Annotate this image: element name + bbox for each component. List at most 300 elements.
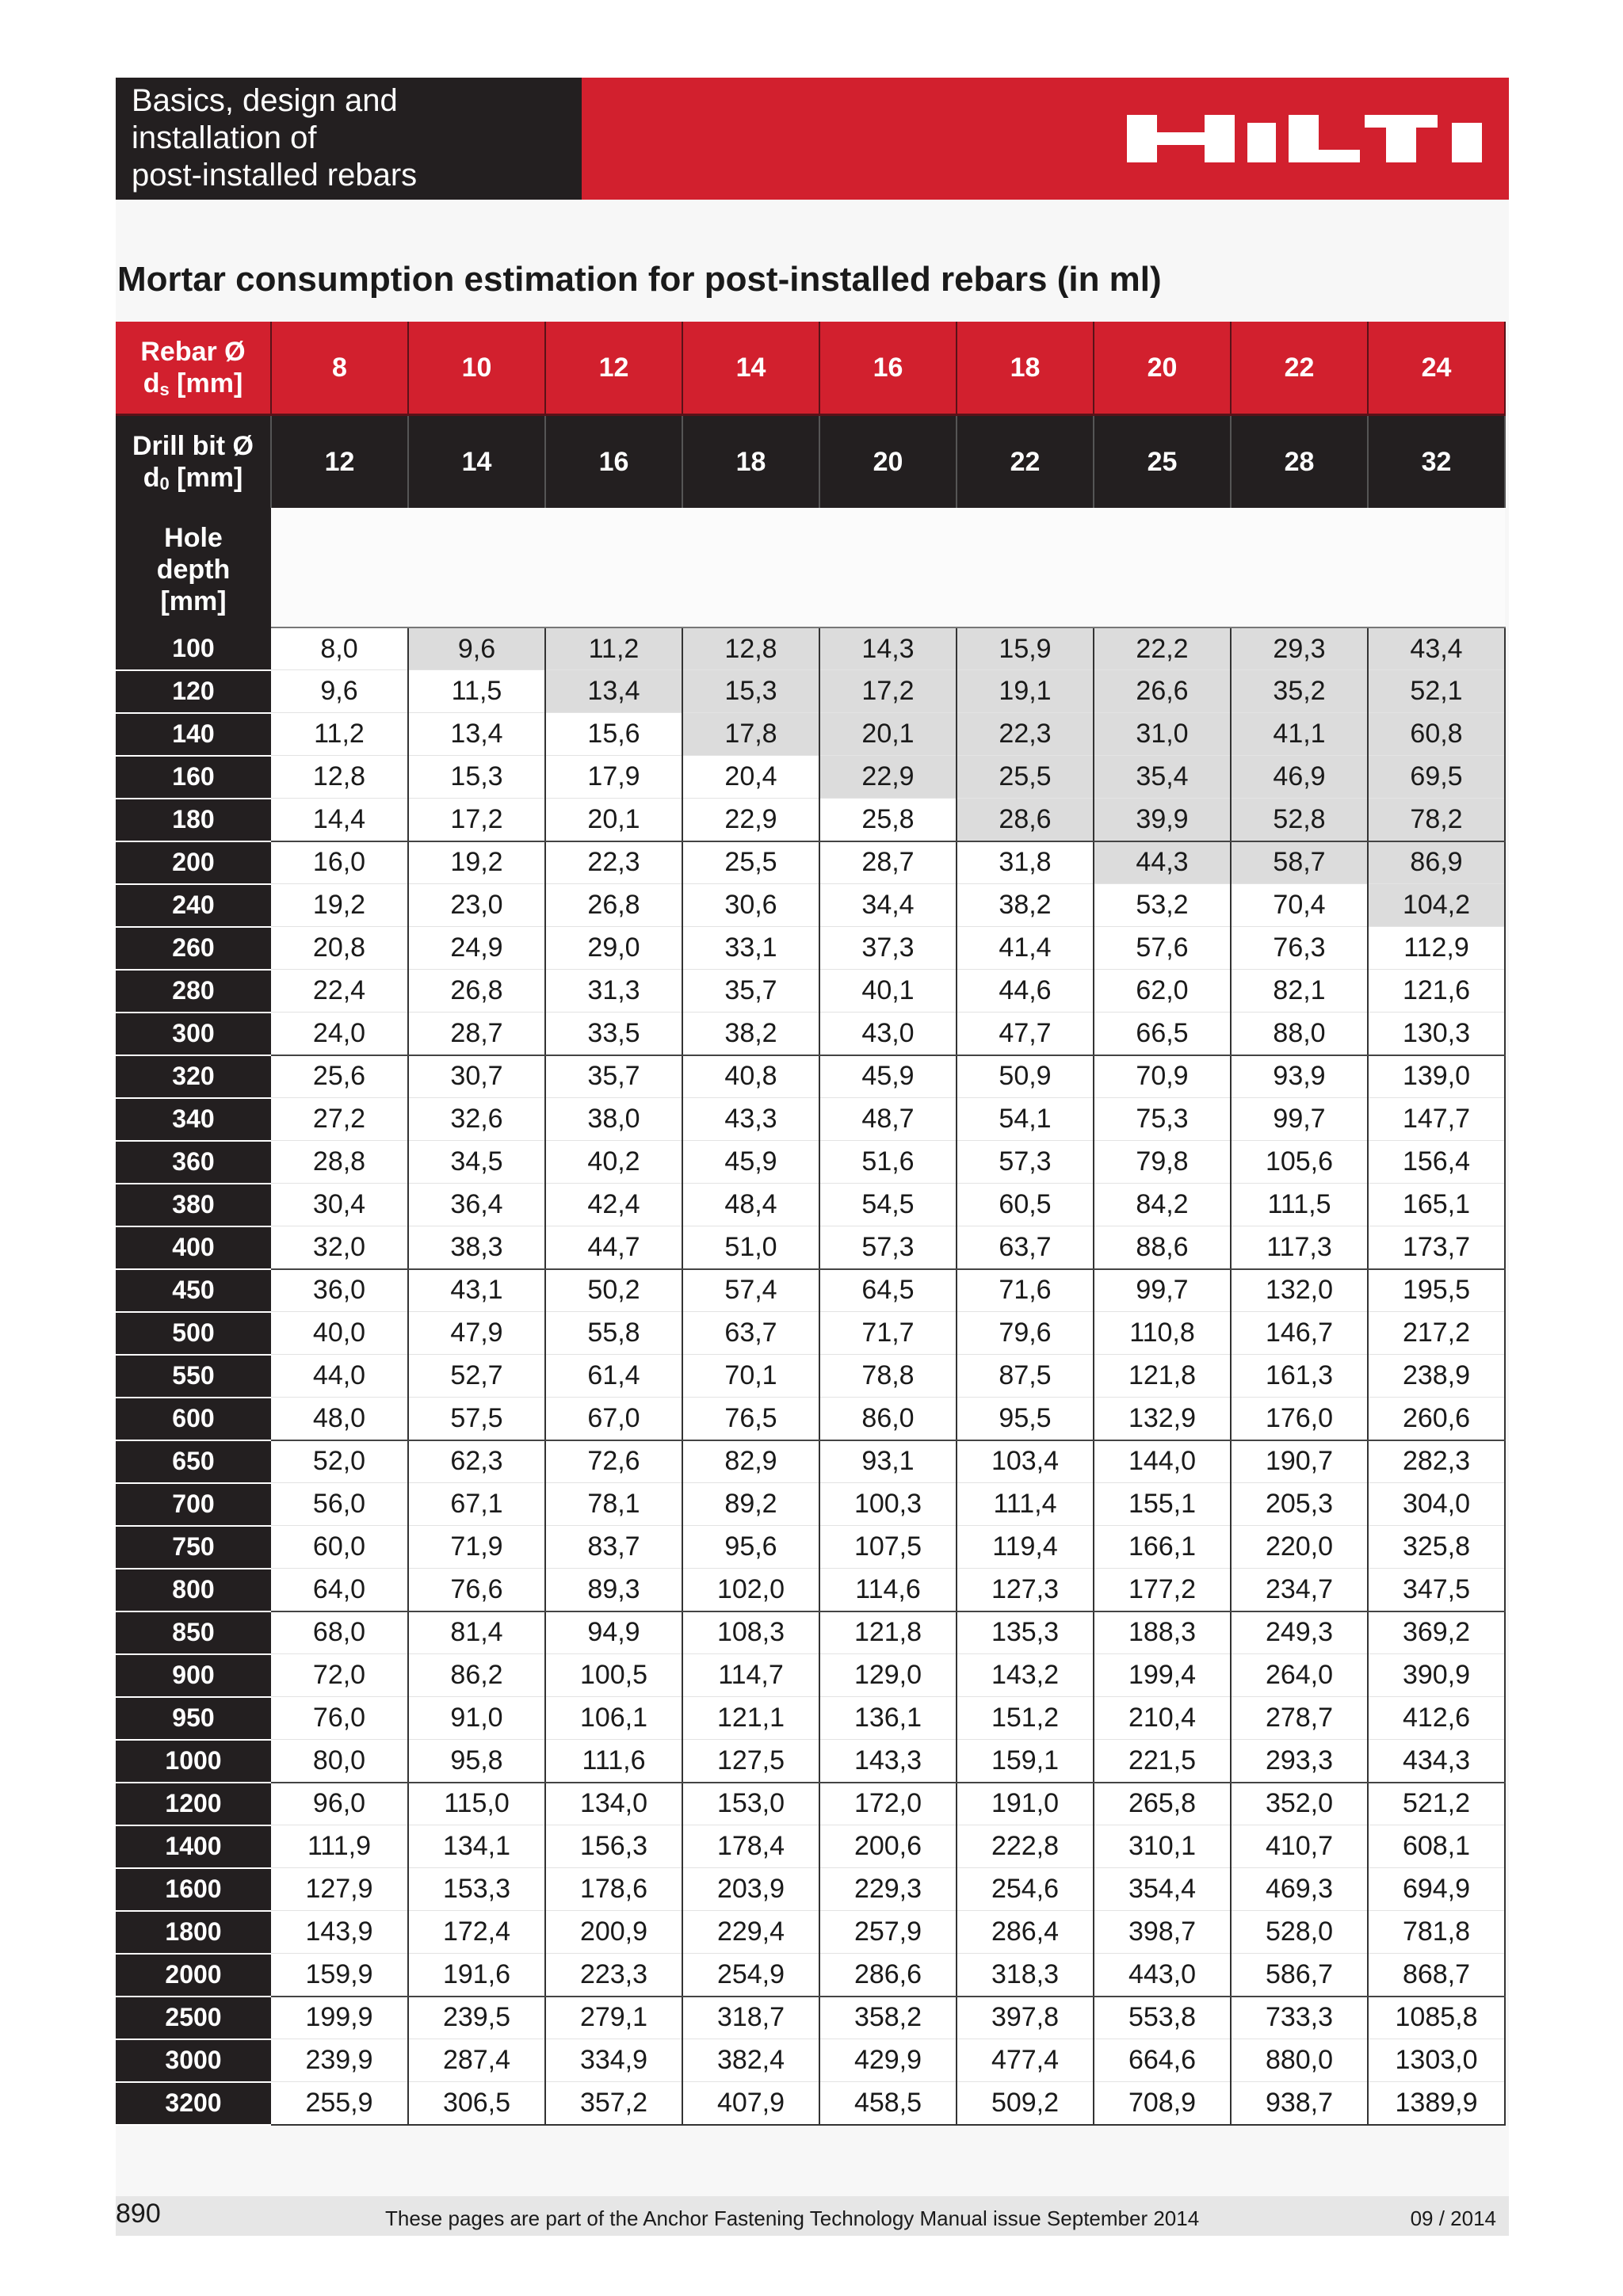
mortar-volume-cell: 94,9 bbox=[545, 1611, 682, 1654]
mortar-volume-cell: 78,2 bbox=[1368, 799, 1505, 841]
mortar-volume-cell: 390,9 bbox=[1368, 1654, 1505, 1697]
table-row bbox=[116, 1954, 1505, 1997]
mortar-volume-cell: 293,3 bbox=[1231, 1740, 1368, 1783]
mortar-volume-cell: 733,3 bbox=[1231, 1997, 1368, 2039]
mortar-volume-cell: 358,2 bbox=[819, 1997, 957, 2039]
drill-bit-diameter-cell: 18 bbox=[682, 415, 819, 509]
rebar-diameter-cell: 18 bbox=[957, 322, 1094, 415]
mortar-volume-cell: 30,4 bbox=[271, 1184, 408, 1226]
mortar-volume-cell: 354,4 bbox=[1094, 1868, 1231, 1911]
mortar-volume-cell: 608,1 bbox=[1368, 1825, 1505, 1868]
mortar-volume-cell: 60,5 bbox=[957, 1184, 1094, 1226]
mortar-volume-cell: 521,2 bbox=[1368, 1783, 1505, 1825]
mortar-volume-cell: 553,8 bbox=[1094, 1997, 1231, 2039]
mortar-volume-cell: 203,9 bbox=[682, 1868, 819, 1911]
mortar-volume-cell: 153,3 bbox=[408, 1868, 545, 1911]
hole-depth-label-line: [mm] bbox=[160, 586, 227, 616]
mortar-volume-cell: 357,2 bbox=[545, 2082, 682, 2125]
mortar-volume-cell: 398,7 bbox=[1094, 1911, 1231, 1954]
mortar-volume-cell: 586,7 bbox=[1231, 1954, 1368, 1997]
mortar-volume-cell: 304,0 bbox=[1368, 1483, 1505, 1526]
mortar-volume-cell: 477,4 bbox=[957, 2039, 1094, 2082]
table-row bbox=[116, 713, 1505, 756]
mortar-volume-cell: 37,3 bbox=[819, 927, 957, 970]
mortar-volume-cell: 34,4 bbox=[819, 884, 957, 927]
mortar-volume-cell: 22,2 bbox=[1094, 627, 1231, 670]
mortar-volume-cell: 429,9 bbox=[819, 2039, 957, 2082]
mortar-volume-cell: 127,5 bbox=[682, 1740, 819, 1783]
table-row bbox=[116, 1226, 1505, 1269]
drill-bit-diameter-header bbox=[116, 415, 271, 509]
rebar-diameter-row bbox=[116, 322, 1505, 415]
mortar-volume-cell: 15,9 bbox=[957, 627, 1094, 670]
hole-depth-cell: 140 bbox=[116, 713, 271, 756]
mortar-volume-cell: 64,5 bbox=[819, 1269, 957, 1312]
mortar-volume-cell: 93,1 bbox=[819, 1440, 957, 1483]
mortar-volume-cell: 121,8 bbox=[1094, 1355, 1231, 1398]
mortar-volume-cell: 91,0 bbox=[408, 1697, 545, 1740]
section-title-line: Basics, design and bbox=[132, 83, 398, 118]
mortar-volume-cell: 52,8 bbox=[1231, 799, 1368, 841]
mortar-volume-cell: 223,3 bbox=[545, 1954, 682, 1997]
mortar-volume-cell: 239,9 bbox=[271, 2039, 408, 2082]
section-title-line: installation of bbox=[132, 120, 317, 155]
hole-depth-label-line: Hole bbox=[164, 523, 223, 553]
mortar-volume-cell: 87,5 bbox=[957, 1355, 1094, 1398]
mortar-volume-cell: 107,5 bbox=[819, 1526, 957, 1569]
drill-bit-diameter-cell: 20 bbox=[819, 415, 957, 509]
mortar-volume-cell: 17,9 bbox=[545, 756, 682, 799]
mortar-volume-cell: 43,3 bbox=[682, 1098, 819, 1141]
mortar-volume-cell: 89,2 bbox=[682, 1483, 819, 1526]
mortar-volume-cell: 76,5 bbox=[682, 1398, 819, 1440]
mortar-volume-cell: 260,6 bbox=[1368, 1398, 1505, 1440]
mortar-volume-cell: 20,1 bbox=[545, 799, 682, 841]
mortar-volume-cell: 159,1 bbox=[957, 1740, 1094, 1783]
mortar-volume-cell: 48,0 bbox=[271, 1398, 408, 1440]
mortar-volume-cell: 40,0 bbox=[271, 1312, 408, 1355]
rebar-diameter-cell: 16 bbox=[819, 322, 957, 415]
table-row bbox=[116, 1740, 1505, 1783]
mortar-volume-cell: 19,2 bbox=[271, 884, 408, 927]
drill-bit-unit-suffix: [mm] bbox=[169, 463, 243, 493]
mortar-volume-cell: 132,9 bbox=[1094, 1398, 1231, 1440]
hole-depth-cell: 240 bbox=[116, 884, 271, 927]
mortar-volume-cell: 191,0 bbox=[957, 1783, 1094, 1825]
mortar-volume-cell: 26,8 bbox=[545, 884, 682, 927]
mortar-volume-cell: 44,3 bbox=[1094, 841, 1231, 884]
hole-depth-cell: 1800 bbox=[116, 1911, 271, 1954]
mortar-volume-cell: 47,9 bbox=[408, 1312, 545, 1355]
mortar-volume-cell: 45,9 bbox=[819, 1055, 957, 1098]
mortar-volume-cell: 22,9 bbox=[819, 756, 957, 799]
mortar-volume-cell: 41,1 bbox=[1231, 713, 1368, 756]
drill-bit-diameter-cell: 32 bbox=[1368, 415, 1505, 509]
mortar-volume-cell: 30,7 bbox=[408, 1055, 545, 1098]
table-row bbox=[116, 1013, 1505, 1055]
table-row bbox=[116, 2039, 1505, 2082]
mortar-volume-cell: 24,0 bbox=[271, 1013, 408, 1055]
rebar-unit-subscript: s bbox=[159, 379, 170, 399]
mortar-volume-cell: 17,2 bbox=[408, 799, 545, 841]
mortar-volume-cell: 60,0 bbox=[271, 1526, 408, 1569]
mortar-volume-cell: 35,2 bbox=[1231, 670, 1368, 713]
mortar-volume-cell: 254,9 bbox=[682, 1954, 819, 1997]
mortar-volume-cell: 32,6 bbox=[408, 1098, 545, 1141]
mortar-volume-cell: 38,0 bbox=[545, 1098, 682, 1141]
mortar-volume-cell: 44,0 bbox=[271, 1355, 408, 1398]
mortar-volume-cell: 51,0 bbox=[682, 1226, 819, 1269]
table-row bbox=[116, 1569, 1505, 1611]
mortar-volume-cell: 111,6 bbox=[545, 1740, 682, 1783]
page-title: Mortar consumption estimation for post-installed rebars (in ml) bbox=[117, 260, 1162, 299]
mortar-volume-cell: 222,8 bbox=[957, 1825, 1094, 1868]
drill-bit-diameter-cell: 12 bbox=[271, 415, 408, 509]
drill-bit-unit-subscript: 0 bbox=[159, 474, 170, 494]
hilti-logo bbox=[1127, 115, 1482, 162]
footer-note: These pages are part of the Anchor Fastening Technology Manual issue September 2014 bbox=[385, 2206, 1200, 2230]
mortar-volume-cell: 84,2 bbox=[1094, 1184, 1231, 1226]
mortar-volume-cell: 136,1 bbox=[819, 1697, 957, 1740]
hole-depth-header-row bbox=[116, 508, 1505, 627]
mortar-volume-cell: 144,0 bbox=[1094, 1440, 1231, 1483]
mortar-volume-cell: 57,4 bbox=[682, 1269, 819, 1312]
drill-bit-diameter-cell: 22 bbox=[957, 415, 1094, 509]
mortar-volume-cell: 56,0 bbox=[271, 1483, 408, 1526]
table-row bbox=[116, 670, 1505, 713]
mortar-volume-cell: 407,9 bbox=[682, 2082, 819, 2125]
mortar-volume-cell: 25,5 bbox=[957, 756, 1094, 799]
mortar-volume-cell: 48,7 bbox=[819, 1098, 957, 1141]
table-row bbox=[116, 1355, 1505, 1398]
hole-depth-cell: 120 bbox=[116, 670, 271, 713]
mortar-volume-cell: 79,8 bbox=[1094, 1141, 1231, 1184]
mortar-volume-cell: 177,2 bbox=[1094, 1569, 1231, 1611]
mortar-volume-cell: 88,0 bbox=[1231, 1013, 1368, 1055]
mortar-volume-cell: 102,0 bbox=[682, 1569, 819, 1611]
rebar-diameter-cell: 10 bbox=[408, 322, 545, 415]
hole-depth-cell: 1000 bbox=[116, 1740, 271, 1783]
mortar-volume-cell: 12,8 bbox=[682, 627, 819, 670]
hole-depth-cell: 950 bbox=[116, 1697, 271, 1740]
mortar-volume-cell: 178,4 bbox=[682, 1825, 819, 1868]
mortar-volume-cell: 143,2 bbox=[957, 1654, 1094, 1697]
mortar-volume-cell: 28,7 bbox=[408, 1013, 545, 1055]
mortar-volume-cell: 509,2 bbox=[957, 2082, 1094, 2125]
mortar-volume-cell: 22,3 bbox=[957, 713, 1094, 756]
table-row bbox=[116, 1997, 1505, 2039]
table-row bbox=[116, 799, 1505, 841]
mortar-volume-cell: 26,8 bbox=[408, 970, 545, 1013]
mortar-volume-cell: 195,5 bbox=[1368, 1269, 1505, 1312]
mortar-volume-cell: 42,4 bbox=[545, 1184, 682, 1226]
hole-depth-cell: 600 bbox=[116, 1398, 271, 1440]
rebar-diameter-cell: 22 bbox=[1231, 322, 1368, 415]
drill-bit-diameter-cell: 14 bbox=[408, 415, 545, 509]
table-row bbox=[116, 1611, 1505, 1654]
hole-depth-cell: 200 bbox=[116, 841, 271, 884]
mortar-volume-cell: 47,7 bbox=[957, 1013, 1094, 1055]
hole-depth-cell: 260 bbox=[116, 927, 271, 970]
mortar-volume-cell: 13,4 bbox=[408, 713, 545, 756]
mortar-volume-cell: 89,3 bbox=[545, 1569, 682, 1611]
header-spacer bbox=[271, 508, 1505, 627]
mortar-volume-cell: 38,3 bbox=[408, 1226, 545, 1269]
mortar-volume-cell: 86,2 bbox=[408, 1654, 545, 1697]
mortar-volume-cell: 57,3 bbox=[819, 1226, 957, 1269]
mortar-volume-cell: 1389,9 bbox=[1368, 2082, 1505, 2125]
mortar-volume-cell: 22,9 bbox=[682, 799, 819, 841]
mortar-volume-cell: 9,6 bbox=[408, 627, 545, 670]
mortar-volume-cell: 95,6 bbox=[682, 1526, 819, 1569]
mortar-volume-cell: 8,0 bbox=[271, 627, 408, 670]
mortar-volume-cell: 66,5 bbox=[1094, 1013, 1231, 1055]
mortar-volume-cell: 72,0 bbox=[271, 1654, 408, 1697]
mortar-volume-cell: 20,8 bbox=[271, 927, 408, 970]
mortar-volume-cell: 40,1 bbox=[819, 970, 957, 1013]
rebar-diameter-cell: 24 bbox=[1368, 322, 1505, 415]
mortar-volume-cell: 121,1 bbox=[682, 1697, 819, 1740]
hole-depth-cell: 700 bbox=[116, 1483, 271, 1526]
mortar-volume-cell: 868,7 bbox=[1368, 1954, 1505, 1997]
mortar-volume-cell: 159,9 bbox=[271, 1954, 408, 1997]
hole-depth-cell: 280 bbox=[116, 970, 271, 1013]
hole-depth-cell: 500 bbox=[116, 1312, 271, 1355]
hole-depth-cell: 160 bbox=[116, 756, 271, 799]
mortar-volume-cell: 238,9 bbox=[1368, 1355, 1505, 1398]
mortar-volume-cell: 121,6 bbox=[1368, 970, 1505, 1013]
mortar-volume-cell: 286,6 bbox=[819, 1954, 957, 1997]
hole-depth-label-line: depth bbox=[156, 555, 231, 585]
table-row bbox=[116, 1483, 1505, 1526]
mortar-volume-cell: 9,6 bbox=[271, 670, 408, 713]
mortar-volume-cell: 25,8 bbox=[819, 799, 957, 841]
drill-bit-unit-prefix: d bbox=[143, 463, 160, 493]
mortar-volume-cell: 127,9 bbox=[271, 1868, 408, 1911]
mortar-volume-cell: 318,3 bbox=[957, 1954, 1094, 1997]
mortar-volume-cell: 58,7 bbox=[1231, 841, 1368, 884]
mortar-volume-cell: 35,7 bbox=[545, 1055, 682, 1098]
mortar-volume-cell: 188,3 bbox=[1094, 1611, 1231, 1654]
hole-depth-cell: 100 bbox=[116, 627, 271, 670]
mortar-volume-cell: 43,4 bbox=[1368, 627, 1505, 670]
mortar-volume-cell: 43,1 bbox=[408, 1269, 545, 1312]
mortar-volume-cell: 17,2 bbox=[819, 670, 957, 713]
mortar-volume-cell: 200,9 bbox=[545, 1911, 682, 1954]
mortar-volume-cell: 60,8 bbox=[1368, 713, 1505, 756]
mortar-volume-cell: 31,8 bbox=[957, 841, 1094, 884]
table-row bbox=[116, 2082, 1505, 2125]
mortar-volume-cell: 57,6 bbox=[1094, 927, 1231, 970]
mortar-volume-cell: 46,9 bbox=[1231, 756, 1368, 799]
drill-bit-diameter-cell: 25 bbox=[1094, 415, 1231, 509]
mortar-volume-cell: 382,4 bbox=[682, 2039, 819, 2082]
mortar-volume-cell: 664,6 bbox=[1094, 2039, 1231, 2082]
table-row bbox=[116, 1184, 1505, 1226]
mortar-table-body bbox=[116, 627, 1505, 2125]
mortar-volume-cell: 255,9 bbox=[271, 2082, 408, 2125]
mortar-consumption-table bbox=[116, 322, 1506, 2126]
mortar-volume-cell: 30,6 bbox=[682, 884, 819, 927]
mortar-volume-cell: 14,4 bbox=[271, 799, 408, 841]
mortar-volume-cell: 50,2 bbox=[545, 1269, 682, 1312]
mortar-volume-cell: 306,5 bbox=[408, 2082, 545, 2125]
mortar-volume-cell: 108,3 bbox=[682, 1611, 819, 1654]
mortar-volume-cell: 35,4 bbox=[1094, 756, 1231, 799]
hole-depth-cell: 1400 bbox=[116, 1825, 271, 1868]
mortar-volume-cell: 28,6 bbox=[957, 799, 1094, 841]
hole-depth-cell: 900 bbox=[116, 1654, 271, 1697]
rebar-diameter-cell: 20 bbox=[1094, 322, 1231, 415]
mortar-volume-cell: 200,6 bbox=[819, 1825, 957, 1868]
mortar-volume-cell: 129,0 bbox=[819, 1654, 957, 1697]
mortar-volume-cell: 173,7 bbox=[1368, 1226, 1505, 1269]
mortar-volume-cell: 64,0 bbox=[271, 1569, 408, 1611]
hole-depth-cell: 3000 bbox=[116, 2039, 271, 2082]
mortar-volume-cell: 249,3 bbox=[1231, 1611, 1368, 1654]
page-number: 890 bbox=[116, 2199, 161, 2229]
mortar-volume-cell: 100,3 bbox=[819, 1483, 957, 1526]
mortar-volume-cell: 234,7 bbox=[1231, 1569, 1368, 1611]
mortar-volume-cell: 72,6 bbox=[545, 1440, 682, 1483]
mortar-volume-cell: 23,0 bbox=[408, 884, 545, 927]
mortar-volume-cell: 99,7 bbox=[1094, 1269, 1231, 1312]
hole-depth-cell: 380 bbox=[116, 1184, 271, 1226]
mortar-volume-cell: 36,4 bbox=[408, 1184, 545, 1226]
mortar-volume-cell: 287,4 bbox=[408, 2039, 545, 2082]
mortar-volume-cell: 153,0 bbox=[682, 1783, 819, 1825]
mortar-volume-cell: 39,9 bbox=[1094, 799, 1231, 841]
mortar-volume-cell: 25,5 bbox=[682, 841, 819, 884]
mortar-volume-cell: 15,3 bbox=[682, 670, 819, 713]
mortar-volume-cell: 63,7 bbox=[682, 1312, 819, 1355]
mortar-volume-cell: 938,7 bbox=[1231, 2082, 1368, 2125]
mortar-volume-cell: 67,1 bbox=[408, 1483, 545, 1526]
drill-bit-label: Drill bit Ø bbox=[132, 431, 254, 461]
table-row bbox=[116, 1440, 1505, 1483]
mortar-volume-cell: 31,3 bbox=[545, 970, 682, 1013]
mortar-volume-cell: 86,9 bbox=[1368, 841, 1505, 884]
mortar-volume-cell: 1085,8 bbox=[1368, 1997, 1505, 2039]
mortar-volume-cell: 334,9 bbox=[545, 2039, 682, 2082]
mortar-volume-cell: 24,9 bbox=[408, 927, 545, 970]
table-row bbox=[116, 1783, 1505, 1825]
mortar-volume-cell: 53,2 bbox=[1094, 884, 1231, 927]
mortar-volume-cell: 265,8 bbox=[1094, 1783, 1231, 1825]
mortar-volume-cell: 104,2 bbox=[1368, 884, 1505, 927]
mortar-volume-cell: 61,4 bbox=[545, 1355, 682, 1398]
mortar-volume-cell: 12,8 bbox=[271, 756, 408, 799]
mortar-volume-cell: 172,0 bbox=[819, 1783, 957, 1825]
mortar-volume-cell: 239,5 bbox=[408, 1997, 545, 2039]
mortar-volume-cell: 117,3 bbox=[1231, 1226, 1368, 1269]
mortar-volume-cell: 27,2 bbox=[271, 1098, 408, 1141]
mortar-volume-cell: 76,0 bbox=[271, 1697, 408, 1740]
mortar-volume-cell: 93,9 bbox=[1231, 1055, 1368, 1098]
rebar-diameter-cell: 12 bbox=[545, 322, 682, 415]
brand-bar bbox=[582, 78, 1509, 200]
hole-depth-cell: 2500 bbox=[116, 1997, 271, 2039]
mortar-volume-cell: 25,6 bbox=[271, 1055, 408, 1098]
mortar-volume-cell: 81,4 bbox=[408, 1611, 545, 1654]
mortar-volume-cell: 70,9 bbox=[1094, 1055, 1231, 1098]
mortar-volume-cell: 347,5 bbox=[1368, 1569, 1505, 1611]
mortar-volume-cell: 75,3 bbox=[1094, 1098, 1231, 1141]
mortar-volume-cell: 68,0 bbox=[271, 1611, 408, 1654]
mortar-volume-cell: 20,4 bbox=[682, 756, 819, 799]
mortar-volume-cell: 111,4 bbox=[957, 1483, 1094, 1526]
drill-bit-diameter-row bbox=[116, 415, 1505, 509]
mortar-volume-cell: 31,0 bbox=[1094, 713, 1231, 756]
hole-depth-cell: 320 bbox=[116, 1055, 271, 1098]
mortar-volume-cell: 52,0 bbox=[271, 1440, 408, 1483]
mortar-volume-cell: 134,0 bbox=[545, 1783, 682, 1825]
mortar-volume-cell: 67,0 bbox=[545, 1398, 682, 1440]
drill-bit-diameter-cell: 16 bbox=[545, 415, 682, 509]
table-row bbox=[116, 756, 1505, 799]
mortar-volume-cell: 199,9 bbox=[271, 1997, 408, 2039]
mortar-volume-cell: 103,4 bbox=[957, 1440, 1094, 1483]
hole-depth-cell: 400 bbox=[116, 1226, 271, 1269]
page-header bbox=[116, 78, 1509, 200]
mortar-volume-cell: 71,9 bbox=[408, 1526, 545, 1569]
mortar-volume-cell: 254,6 bbox=[957, 1868, 1094, 1911]
hole-depth-cell: 650 bbox=[116, 1440, 271, 1483]
mortar-volume-cell: 210,4 bbox=[1094, 1697, 1231, 1740]
mortar-volume-cell: 19,1 bbox=[957, 670, 1094, 713]
mortar-volume-cell: 106,1 bbox=[545, 1697, 682, 1740]
mortar-volume-cell: 112,9 bbox=[1368, 927, 1505, 970]
mortar-volume-cell: 44,6 bbox=[957, 970, 1094, 1013]
mortar-volume-cell: 71,6 bbox=[957, 1269, 1094, 1312]
mortar-volume-cell: 57,3 bbox=[957, 1141, 1094, 1184]
rebar-diameter-cell: 8 bbox=[271, 322, 408, 415]
mortar-volume-cell: 86,0 bbox=[819, 1398, 957, 1440]
mortar-volume-cell: 143,3 bbox=[819, 1740, 957, 1783]
hole-depth-cell: 800 bbox=[116, 1569, 271, 1611]
mortar-volume-cell: 78,8 bbox=[819, 1355, 957, 1398]
mortar-volume-cell: 99,7 bbox=[1231, 1098, 1368, 1141]
mortar-volume-cell: 111,9 bbox=[271, 1825, 408, 1868]
mortar-volume-cell: 708,9 bbox=[1094, 2082, 1231, 2125]
mortar-volume-cell: 130,3 bbox=[1368, 1013, 1505, 1055]
mortar-volume-cell: 43,0 bbox=[819, 1013, 957, 1055]
mortar-volume-cell: 83,7 bbox=[545, 1526, 682, 1569]
mortar-volume-cell: 22,4 bbox=[271, 970, 408, 1013]
mortar-volume-cell: 781,8 bbox=[1368, 1911, 1505, 1954]
mortar-volume-cell: 156,4 bbox=[1368, 1141, 1505, 1184]
mortar-volume-cell: 127,3 bbox=[957, 1569, 1094, 1611]
mortar-volume-cell: 82,9 bbox=[682, 1440, 819, 1483]
mortar-volume-cell: 694,9 bbox=[1368, 1868, 1505, 1911]
mortar-volume-cell: 146,7 bbox=[1231, 1312, 1368, 1355]
mortar-volume-cell: 82,1 bbox=[1231, 970, 1368, 1013]
mortar-volume-cell: 229,4 bbox=[682, 1911, 819, 1954]
hole-depth-header bbox=[116, 508, 271, 627]
mortar-volume-cell: 176,0 bbox=[1231, 1398, 1368, 1440]
rebar-diameter-cell: 14 bbox=[682, 322, 819, 415]
mortar-volume-cell: 264,0 bbox=[1231, 1654, 1368, 1697]
mortar-volume-cell: 121,8 bbox=[819, 1611, 957, 1654]
mortar-volume-cell: 48,4 bbox=[682, 1184, 819, 1226]
mortar-volume-cell: 11,5 bbox=[408, 670, 545, 713]
mortar-volume-cell: 54,5 bbox=[819, 1184, 957, 1226]
mortar-volume-cell: 16,0 bbox=[271, 841, 408, 884]
mortar-volume-cell: 28,7 bbox=[819, 841, 957, 884]
table-row bbox=[116, 1269, 1505, 1312]
mortar-volume-cell: 32,0 bbox=[271, 1226, 408, 1269]
hole-depth-cell: 2000 bbox=[116, 1954, 271, 1997]
